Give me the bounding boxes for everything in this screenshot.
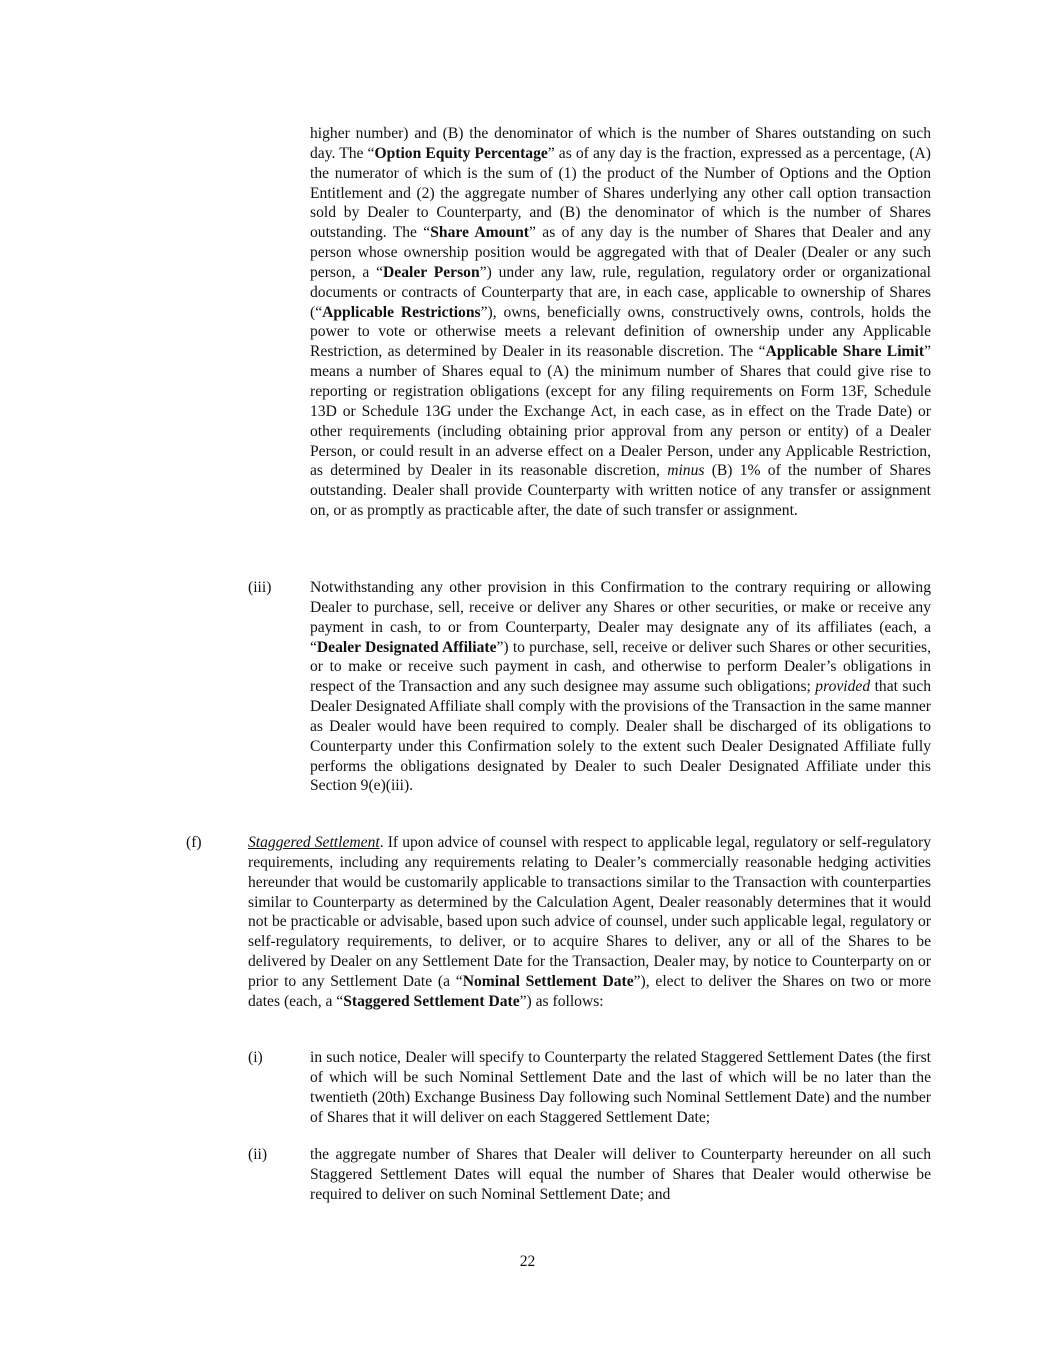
item-ii-paragraph: the aggregate number of Shares that Dealer will deliver to Counterparty hereunder on all such Staggered Settlement Dates will equal the number of Shares that Dealer would otherwise be required to deliver on such Nominal Settlement Date; and <box>310 1146 931 1203</box>
item-number-iii: (iii) <box>248 579 272 596</box>
term-share-amount: Share Amount <box>430 224 530 242</box>
term-dealer-designated-affiliate: Dealer Designated Affiliate <box>316 638 497 656</box>
term-dealer-person: Dealer Person <box>383 263 480 281</box>
section-f-paragraph: Staggered Settlement. If upon advice of counsel with respect to applicable legal, regulatory or self-regulatory requirements, including any requirements relating to Dealer’s commercially reasonable hedging activities hereunder that would be customarily applicable to transactions similar to the Transaction with counterparties similar to Counterparty as determined by the Calculation Agent, Dealer reasonably determines that it would not be practicable or advisable, based upon such advice of counsel, under such applicable legal, regulatory or self-regulatory requirements, to deliver, or to acquire Shares to deliver, any or all of the Shares to be delivered by Dealer on any Settlement Date for the Transaction, Dealer may, by notice to Counterparty on or prior to any Settlement Date (a “Nominal Settlement Date”), elect to deliver the Shares on two or more dates (each, a “Staggered Settlement Date”) as follows: <box>248 834 932 1010</box>
continued-paragraph: higher number) and (B) the denominator of which is the number of Shares outstanding on such day. The “Option Equity Percentage” as of any day is the fraction, expressed as a percentage, (A) the numerator of which is the sum of (1) the product of the Number of Options and the Option Entitlement and (2) the aggregate number of Shares underlying any other call option transaction sold by Dealer to Counterparty, and (B) the denominator of which is the number of Shares outstanding. The “Share Amount” as of any day is the number of Shares that Dealer and any person whose ownership position would be aggregated with that of Dealer (Dealer or any such person, a “Dealer Person”) under any law, rule, regulation, regulatory order or organizational documents or contracts of Counterparty that are, in each case, applicable to ownership of Shares (“Applicable Restrictions”), owns, beneficially owns, constructively owns, controls, holds the power to vote or otherwise meets a relevant definition of ownership under any Applicable Restriction, as determined by Dealer in its reasonable discretion. The “Applicable Share Limit” means a number of Shares equal to (A) the minimum number of Shares that could give rise to reporting or registration obligations (except for any filing requirements on Form 13F, Schedule 13D or Schedule 13G under the Exchange Act, in each case, as in effect on the Trade Date) or other requirements (including obtaining prior approval from any person or entity) of a Dealer Person, or could result in an adverse effect on a Dealer Person, under any Applicable Restriction, as determined by Dealer in its reasonable discretion, minus (B) 1% of the number of Shares outstanding. Dealer shall provide Counterparty with written notice of any transfer or assignment on, or as promptly as practicable after, the date of such transfer or assignment. <box>310 125 931 520</box>
page-number: 22 <box>519 1253 536 1270</box>
term-nominal-settlement-date: Nominal Settlement Date <box>462 972 634 990</box>
item-number-ii: (ii) <box>248 1146 268 1163</box>
item-i-paragraph: in such notice, Dealer will specify to Counterparty the related Staggered Settlement Dates (the first of which will be such Nominal Settlement Date and the last of which will be no later than the twentieth (20th) Exchange Business Day following such Nominal Settlement Date) and the number of Shares that it will deliver on each Staggered Settlement Date; <box>310 1049 931 1126</box>
item-iii-paragraph: Notwithstanding any other provision in this Confirmation to the contrary requiring or allowing Dealer to purchase, sell, receive or deliver any Shares or other securities, or make or receive any payment in cash, to or from Counterparty, Dealer may designate any of its affiliates (each, a “Dealer Designated Affiliate”) to purchase, sell, receive or deliver such Shares or other securities, or to make or receive such payment in cash, and otherwise to perform Dealer’s obligations in respect of the Transaction and any such designee may assume such obligations; provided that such Dealer Designated Affiliate shall comply with the provisions of the Transaction in the same manner as Dealer would have been required to comply. Dealer shall be discharged of its obligations to Counterparty under this Confirmation solely to the extent such Dealer Designated Affiliate fully performs the obligations designated by Dealer to such Dealer Designated Affiliate under this Section 9(e)(iii). <box>310 579 931 795</box>
section-number-f: (f) <box>186 834 202 851</box>
term-option-equity-percentage: Option Equity Percentage <box>374 144 548 162</box>
term-staggered-settlement-date: Staggered Settlement Date <box>343 992 520 1010</box>
term-applicable-restrictions: Applicable Restrictions <box>322 303 481 321</box>
section-f-title: Staggered Settlement <box>248 834 380 851</box>
item-number-i: (i) <box>248 1049 263 1066</box>
term-applicable-share-limit: Applicable Share Limit <box>765 343 925 361</box>
